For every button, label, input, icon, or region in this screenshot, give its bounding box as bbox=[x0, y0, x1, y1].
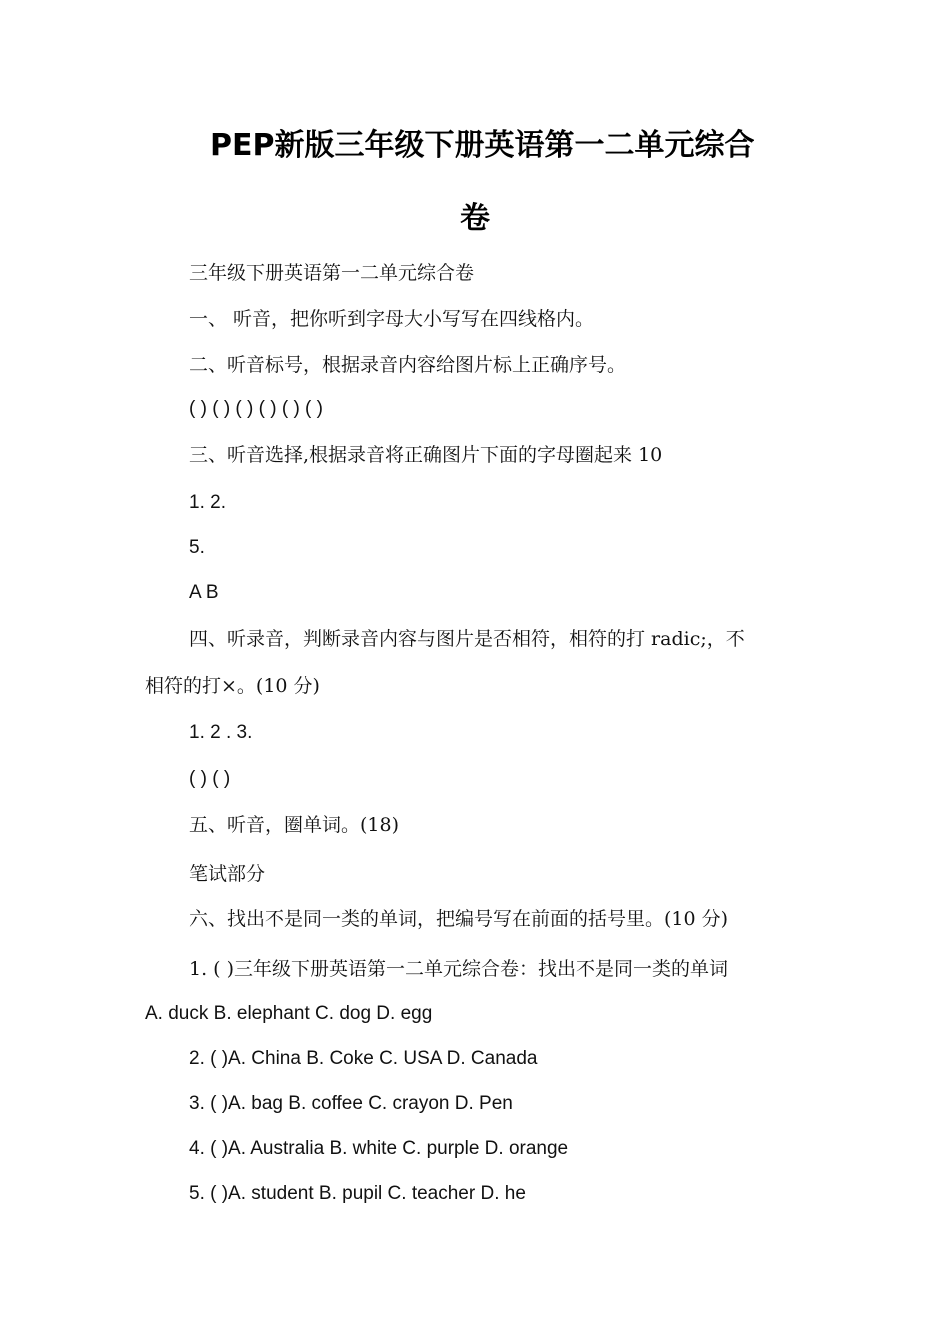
subtitle-line: 三年级下册英语第一二单元综合卷 bbox=[189, 262, 475, 284]
answer-brackets: ( ) ( ) ( ) ( ) ( ) ( ) bbox=[189, 398, 323, 419]
document-title-continued: 卷 bbox=[460, 201, 490, 236]
section-5-heading: 五、听音，圈单词。(18) bbox=[189, 814, 400, 836]
section-6-heading: 六、找出不是同一类的单词，把编号写在前面的括号里。(10 分) bbox=[189, 908, 729, 930]
question-2: 2. ( )A. China B. Coke C. USA D. Canada bbox=[189, 1048, 538, 1069]
section-4-heading: 四、听录音，判断录音内容与图片是否相符，相符的打 radic;，不 bbox=[189, 628, 745, 650]
section-4-heading-continued: 相符的打×。(10 分) bbox=[145, 675, 320, 697]
written-part-heading: 笔试部分 bbox=[189, 863, 266, 885]
answer-brackets: ( ) ( ) bbox=[189, 768, 231, 789]
item-numbers: 1. 2 . 3. bbox=[189, 722, 253, 743]
section-2-heading: 二、听音标号，根据录音内容给图片标上正确序号。 bbox=[189, 354, 627, 376]
question-3: 3. ( )A. bag B. coffee C. crayon D. Pen bbox=[189, 1093, 513, 1114]
question-4: 4. ( )A. Australia B. white C. purple D. orange bbox=[189, 1138, 569, 1159]
choice-letters: A B bbox=[189, 582, 219, 603]
section-1-heading: 一、 听音，把你听到字母大小写写在四线格内。 bbox=[189, 308, 595, 330]
section-3-heading: 三、听音选择,根据录音将正确图片下面的字母圈起来 10 bbox=[189, 444, 663, 466]
item-numbers: 1. 2. bbox=[189, 492, 226, 513]
question-5: 5. ( )A. student B. pupil C. teacher D. he bbox=[189, 1183, 526, 1204]
document-title: PEP新版三年级下册英语第一二单元综合 bbox=[210, 128, 755, 163]
item-number: 5. bbox=[189, 537, 205, 558]
question-1-options: A. duck B. elephant C. dog D. egg bbox=[145, 1003, 433, 1024]
question-1: 1. ( )三年级下册英语第一二单元综合卷：找出不是同一类的单词 bbox=[189, 958, 729, 980]
